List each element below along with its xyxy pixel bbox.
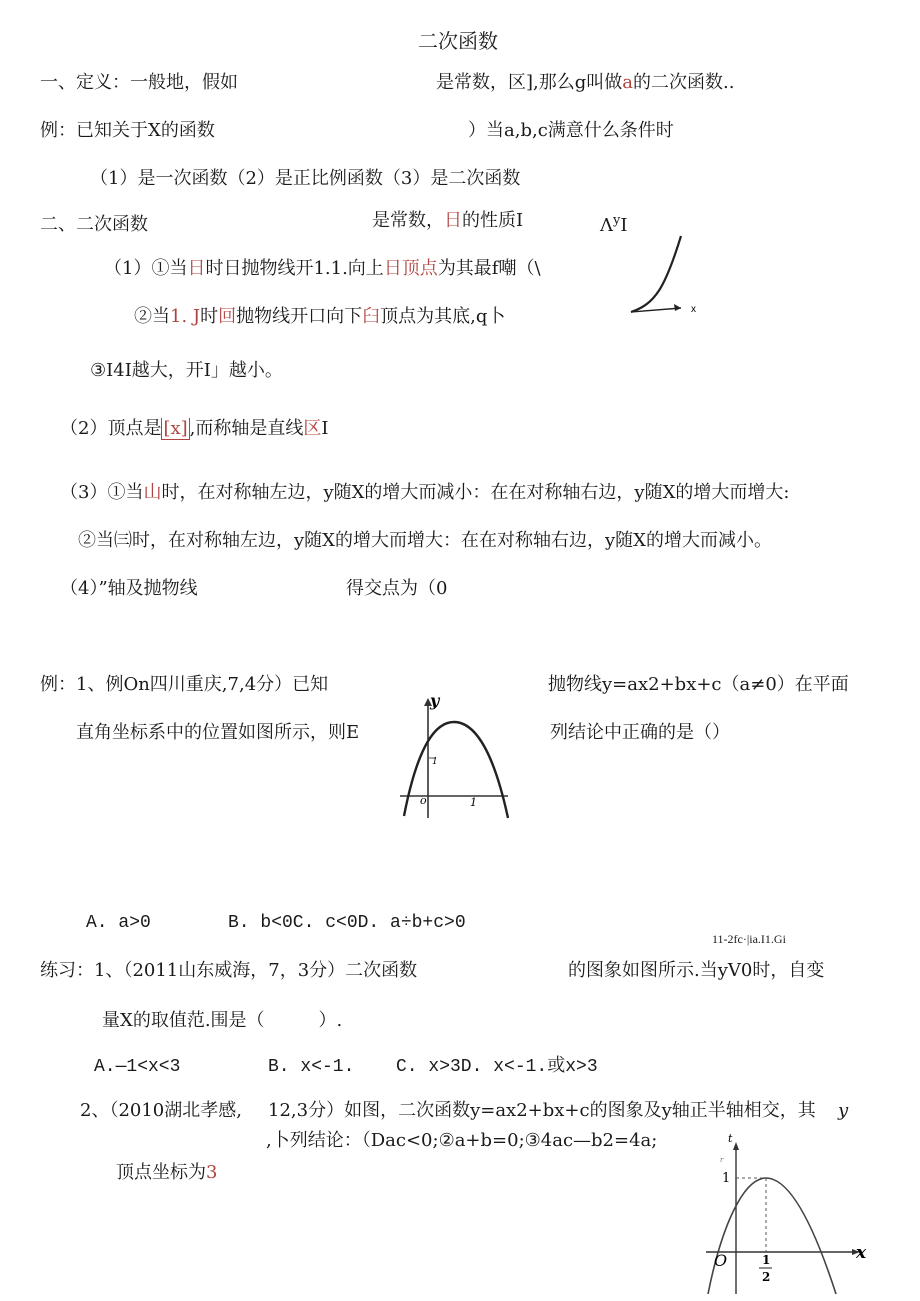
practice2-line2: ,卜列结论：（Dac<0;②a+b=0;③4ac—b2=4a; bbox=[266, 1130, 658, 1151]
property-2: （2）顶点是 [x] ,而称轴是直线区I bbox=[60, 418, 329, 439]
example2-line2-right: 列结论中正确的是（） bbox=[550, 722, 730, 743]
example2-option-a: A. a>0 bbox=[86, 913, 151, 933]
graph2-x-label: x bbox=[856, 1243, 867, 1263]
practice1-option-a: A.—1<x<3 bbox=[94, 1057, 181, 1077]
graph2-o-label: O bbox=[714, 1251, 728, 1270]
scanned-note: 11-2fc·|ia.I1.Gi bbox=[712, 932, 786, 946]
graph2-y-arrow bbox=[733, 1142, 739, 1150]
mini-parabola-graph bbox=[625, 228, 715, 318]
graph2-small-tick: r bbox=[720, 1156, 724, 1164]
practice1-option-b: B. x<-1. bbox=[268, 1057, 355, 1077]
example2-line1-right: 抛物线y=ax2+bx+c（a≠0）在平面 bbox=[548, 674, 849, 695]
practice1-options-cd: C. x>3D. x<-1.或x>3 bbox=[396, 1057, 598, 1077]
graph2-curve bbox=[708, 1178, 836, 1294]
property-1c: ③I4I越大，开I」越小。 bbox=[90, 360, 283, 381]
practice2-line1-y: y bbox=[838, 1100, 849, 1121]
example2-line2-left: 直角坐标系中的位置如图所示，则E bbox=[76, 722, 360, 743]
graph1-y-label: y bbox=[430, 691, 440, 710]
practice1-line2: 量X的取值范.围是（ ）. bbox=[102, 1010, 343, 1031]
practice1-line1-left: 练习：1、（2011山东威海，7，3分）二次函数 bbox=[40, 960, 418, 981]
section-two-right: 是常数，日的性质I bbox=[372, 210, 524, 231]
property-4-left: （4）”轴及抛物线 bbox=[60, 578, 198, 599]
graph1-one-label: 1 bbox=[470, 796, 477, 809]
graph2-half-den: 2 bbox=[762, 1270, 771, 1284]
property-1b: ②当1. J时回抛物线开口向下臼顶点为其底,q卜 bbox=[134, 306, 506, 327]
axis-mark: $\Lambda^yI$ bbox=[600, 213, 628, 236]
definition-left: 一、定义：一般地，假如 bbox=[40, 72, 238, 93]
graph2-one-label: 1 bbox=[722, 1171, 731, 1186]
graph2-y-label: t bbox=[728, 1132, 733, 1145]
example2-line1-left: 例：1、例On四川重庆,7,4分）已知 bbox=[40, 674, 329, 695]
practice2-line1-b: 12,3分）如图，二次函数y=ax2+bx+c的图象及y轴正半轴相交，其 bbox=[268, 1100, 816, 1121]
mini-arrow bbox=[674, 304, 681, 311]
graph1-one-y-label: 1 bbox=[432, 757, 438, 767]
mini-x-label: x bbox=[691, 304, 696, 315]
practice2-line3: 顶点坐标为3 bbox=[116, 1162, 218, 1183]
example2-options-bcd: B. b<0C. c<0D. a÷b+c>0 bbox=[228, 913, 466, 933]
practice2-line1-a: 2、（2010湖北孝感, bbox=[80, 1100, 242, 1121]
property-4-right: 得交点为（0 bbox=[346, 578, 448, 599]
example2-parabola-graph bbox=[396, 688, 516, 828]
graph1-o-label: o bbox=[420, 794, 427, 807]
mini-curve bbox=[631, 236, 681, 312]
practice2-parabola-graph bbox=[696, 1128, 876, 1296]
definition-right: 是常数，区],那么g叫做a的二次函数.. bbox=[436, 72, 735, 93]
property-3a: （3）①当山时，在对称轴左边，y随X的增大而减小：在在对称轴右边，y随X的增大而增大: bbox=[60, 482, 790, 503]
example-parts: （1）是一次函数（2）是正比例函数（3）是二次函数 bbox=[90, 168, 521, 189]
page-title: 二次函数 bbox=[418, 29, 498, 53]
property-1a: （1）①当日时日抛物线开1.1.向上日顶点为其最f嘲（\ bbox=[104, 258, 541, 279]
example-left: 例：已知关于X的函数 bbox=[40, 120, 215, 141]
example-right: ）当a,b,c满意什么条件时 bbox=[468, 120, 674, 141]
practice1-line1-right: 的图象如图所示.当yV0时，自变 bbox=[568, 960, 825, 981]
property-3b: ②当㈢时，在对称轴左边，y随X的增大而增大：在在对称轴右边，y随X的增大而减小。 bbox=[78, 530, 772, 551]
section-two-left: 二、二次函数 bbox=[40, 214, 148, 235]
graph2-half-num: 1 bbox=[762, 1253, 771, 1267]
